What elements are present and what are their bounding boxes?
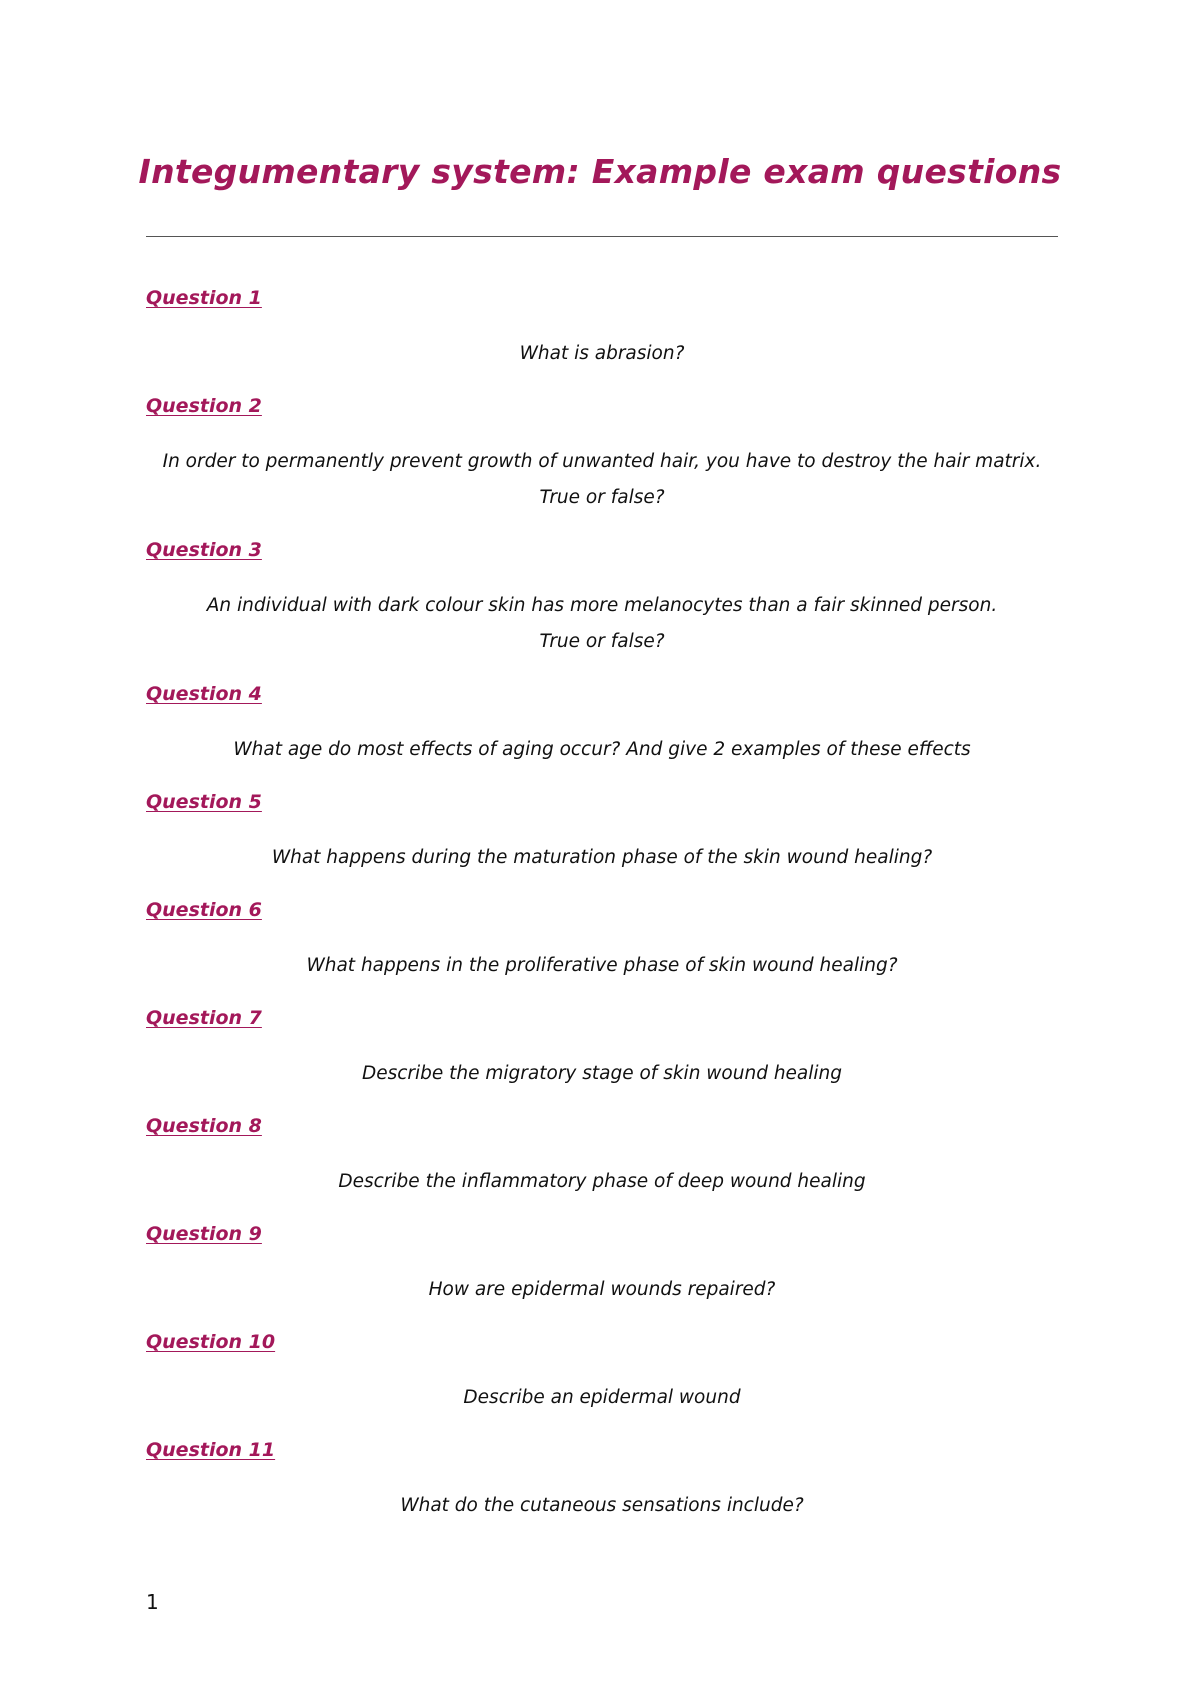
question-heading: Question 9 (146, 1223, 262, 1245)
question-text-line: What happens during the maturation phase of the skin wound healing? (271, 847, 933, 868)
question-text-line: What age do most effects of aging occur? And give 2 examples of these effects (233, 739, 971, 760)
question-text (146, 948, 1058, 984)
question-text (146, 732, 1058, 768)
question-text (146, 840, 1058, 876)
question-text-line: What happens in the proliferative phase of skin wound healing? (306, 955, 898, 976)
question-text-line: True or false? (539, 631, 665, 652)
question-text (146, 444, 1058, 516)
question-text (146, 1488, 1058, 1524)
question-block (146, 1110, 1058, 1200)
question-text-line: Describe the migratory stage of skin wound healing (361, 1063, 843, 1084)
question-block (146, 894, 1058, 984)
question-text-line: What is abrasion? (519, 343, 685, 364)
page-title: Integumentary system: Example exam questions (138, 152, 1062, 191)
question-heading: Question 7 (146, 1007, 262, 1029)
question-text (146, 588, 1058, 660)
question-heading: Question 2 (146, 395, 262, 417)
question-text-line: Describe the inflammatory phase of deep wound healing (338, 1171, 866, 1192)
question-block (146, 1218, 1058, 1308)
question-heading: Question 11 (146, 1439, 276, 1461)
question-heading: Question 10 (146, 1331, 276, 1353)
question-block (146, 1434, 1058, 1524)
question-heading: Question 5 (146, 791, 262, 813)
question-block (146, 534, 1058, 660)
question-block (146, 390, 1058, 516)
question-block (146, 282, 1058, 372)
page-number: 1 (146, 1590, 159, 1614)
question-text (146, 1164, 1058, 1200)
question-text-line: What do the cutaneous sensations include? (400, 1495, 804, 1516)
question-text-line: An individual with dark colour skin has more melanocytes than a fair skinned person. (206, 595, 998, 616)
question-text-line: Describe an epidermal wound (463, 1387, 741, 1408)
question-block (146, 1326, 1058, 1416)
question-heading: Question 1 (146, 287, 262, 309)
question-text-line: True or false? (539, 487, 665, 508)
question-text-line: In order to permanently prevent growth of unwanted hair, you have to destroy the hair matrix. (162, 451, 1042, 472)
question-list (146, 282, 1058, 1542)
question-text (146, 1380, 1058, 1416)
question-text (146, 1056, 1058, 1092)
question-heading: Question 6 (146, 899, 262, 921)
question-heading: Question 3 (146, 539, 262, 561)
question-text-line: How are epidermal wounds repaired? (428, 1279, 776, 1300)
question-text (146, 1272, 1058, 1308)
question-block (146, 1002, 1058, 1092)
question-text (146, 336, 1058, 372)
question-heading: Question 4 (146, 683, 262, 705)
question-block (146, 678, 1058, 768)
question-block (146, 786, 1058, 876)
title-divider (146, 236, 1058, 237)
question-heading: Question 8 (146, 1115, 262, 1137)
